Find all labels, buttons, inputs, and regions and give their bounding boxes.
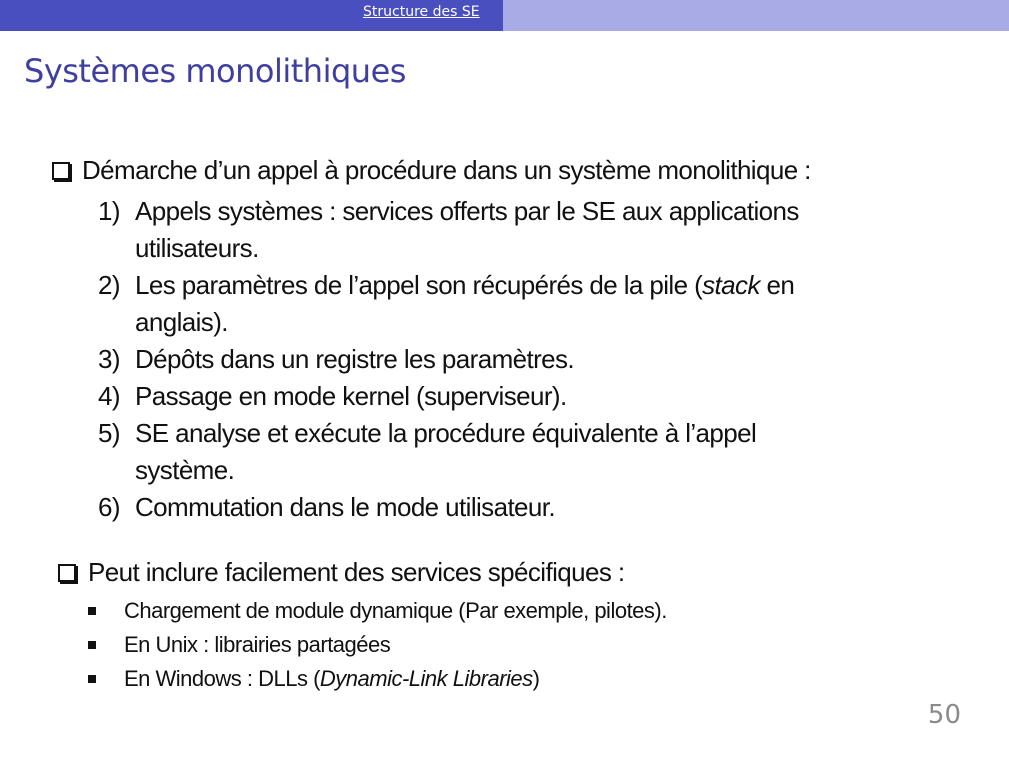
slide-title: Systèmes monolithiques: [24, 52, 406, 90]
header-bar-right: [503, 0, 1009, 31]
services-sublist: [88, 594, 667, 696]
header-bar: [0, 0, 1009, 31]
list-item: En Unix : librairies partagées: [88, 628, 667, 662]
main-bullet-1-text: Démarche d’un appel à procédure dans un système monolithique :: [82, 155, 811, 185]
checkbox-bullet-icon: [58, 564, 76, 582]
list-item: 4) Passage en mode kernel (superviseur).: [98, 381, 567, 411]
main-bullet-2-text: Peut inclure facilement des services spécifiques :: [88, 557, 625, 587]
list-item: 3) Dépôts dans un registre les paramètres.: [98, 344, 575, 374]
list-item: En Windows : DLLs (Dynamic-Link Libraries): [88, 662, 667, 696]
page-number: 50: [927, 700, 961, 730]
main-bullet-2: [58, 556, 958, 588]
square-bullet-icon: [88, 607, 96, 615]
list-item: 6) Commutation dans le mode utilisateur.: [98, 492, 556, 522]
list-item: 1) Appels systèmes : services offerts par le SE aux applications utilisateurs.: [98, 196, 799, 263]
procedure-steps-list: [98, 193, 918, 526]
checkbox-bullet-icon: [52, 162, 70, 180]
section-link[interactable]: Structure des SE: [363, 4, 480, 20]
square-bullet-icon: [88, 641, 96, 649]
list-item: 5) SE analyse et exécute la procédure équivalente à l’appel système.: [98, 418, 757, 485]
list-item: Chargement de module dynamique (Par exemple, pilotes).: [88, 594, 667, 628]
square-bullet-icon: [88, 675, 96, 683]
list-item: 2) Les paramètres de l’appel son récupérés de la pile (stack en anglais).: [98, 270, 795, 337]
main-bullet-1: [52, 154, 952, 186]
